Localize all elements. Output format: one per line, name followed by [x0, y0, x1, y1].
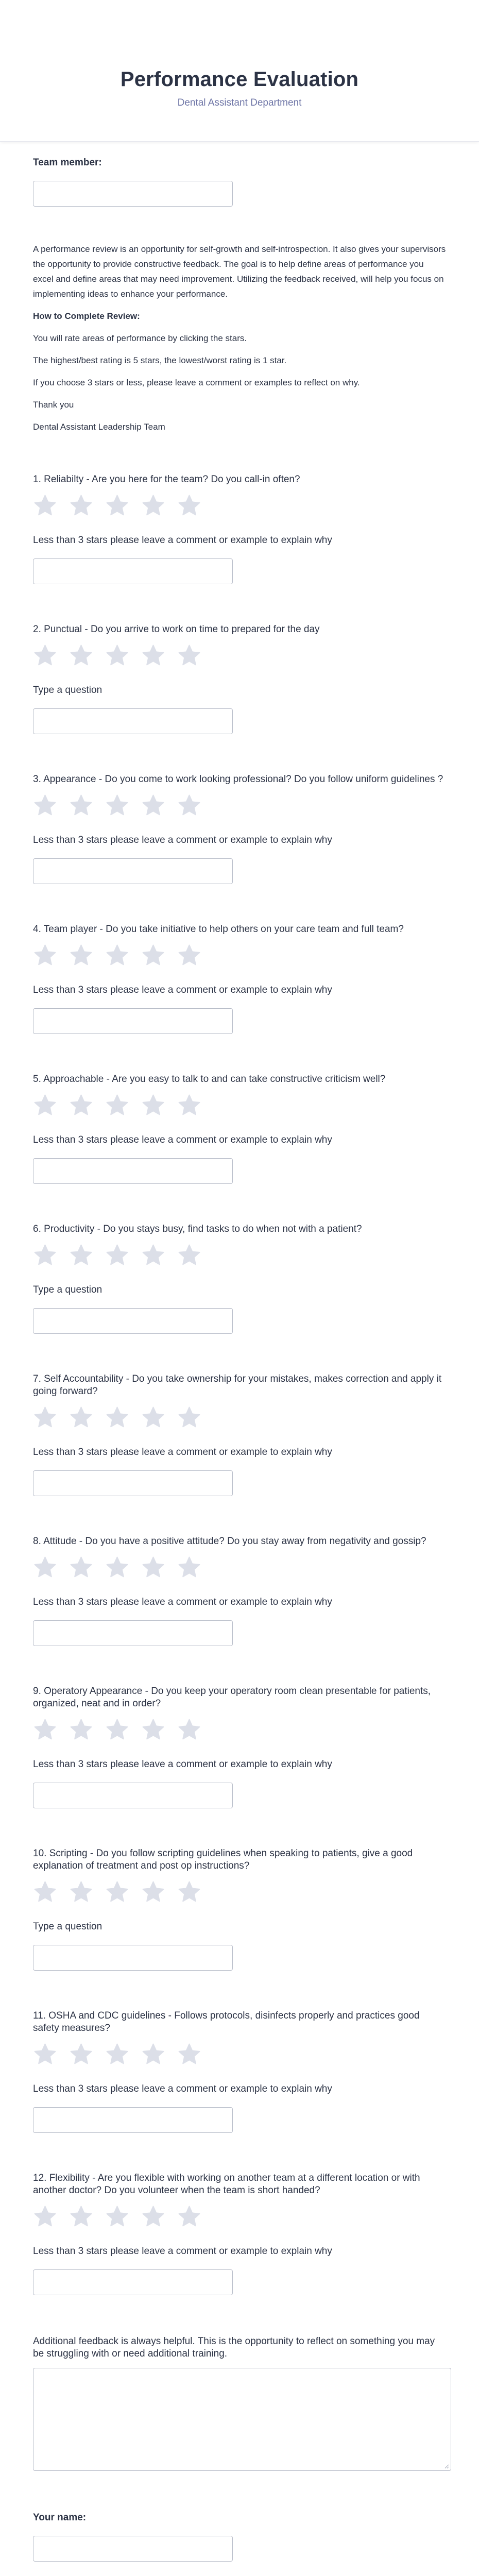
question-title: 10. Scripting - Do you follow scripting guidelines when speaking to patients, give a good explanation of treatment and post op instructions?	[33, 1848, 413, 1871]
question-block	[33, 773, 446, 884]
question-title: 4. Team player - Do you take initiative to help others on your care team and full team?	[33, 924, 404, 935]
star-icon[interactable]	[141, 2205, 165, 2229]
star-icon[interactable]	[69, 1243, 93, 1267]
star-rating	[33, 643, 446, 668]
star-icon[interactable]	[177, 1555, 201, 1580]
feedback-textarea[interactable]	[33, 2368, 451, 2471]
question-comment-label: Less than 3 stars please leave a comment or example to explain why	[33, 1759, 332, 1770]
question-title: 9. Operatory Appearance - Do you keep your operatory room clean presentable for patients, organized, neat and in order?	[33, 1686, 431, 1709]
star-icon[interactable]	[69, 494, 93, 518]
star-icon[interactable]	[33, 943, 57, 968]
question-comment-input[interactable]	[33, 558, 233, 584]
feedback-label: Additional feedback is always helpful. This is the opportunity to reflect on something you may be struggling with or need additional training.	[33, 2336, 435, 2359]
star-icon[interactable]	[105, 1093, 129, 1117]
question-title: 3. Appearance - Do you come to work looking professional? Do you follow uniform guidelines ?	[33, 774, 443, 785]
question-title: 6. Productivity - Do you stays busy, find tasks to do when not with a patient?	[33, 1224, 362, 1234]
star-icon[interactable]	[105, 1243, 129, 1267]
intro-paragraph: A performance review is an opportunity for self-growth and self-introspection. It also gives your supervisors the opportunity to provide constructive feedback. The goal is to help define areas of performance you excel and define areas that may need improvement. Utilizing the feedback received, will help you focus on implementing ideas to enhance your performance.	[33, 244, 446, 299]
star-icon[interactable]	[69, 2042, 93, 2066]
star-icon[interactable]	[33, 1405, 57, 1430]
question-title: 5. Approachable - Are you easy to talk to and can take constructive criticism well?	[33, 1074, 386, 1084]
star-rating	[33, 1243, 446, 1267]
star-icon[interactable]	[177, 2205, 201, 2229]
question-block	[33, 1535, 446, 1646]
star-icon[interactable]	[69, 2205, 93, 2229]
star-icon[interactable]	[141, 643, 165, 668]
team-member-field	[33, 142, 446, 207]
star-rating	[33, 493, 446, 518]
star-icon[interactable]	[141, 1880, 165, 1904]
intro-paragraph: You will rate areas of performance by clicking the stars.	[33, 333, 247, 343]
star-icon[interactable]	[177, 643, 201, 668]
star-icon[interactable]	[33, 1555, 57, 1580]
intro-paragraph: Thank you	[33, 400, 74, 410]
star-icon[interactable]	[141, 793, 165, 818]
star-rating	[33, 793, 446, 818]
star-icon[interactable]	[177, 2042, 201, 2066]
team-member-label: Team member:	[33, 157, 102, 168]
question-comment-label: Less than 3 stars please leave a comment or example to explain why	[33, 835, 332, 845]
star-icon[interactable]	[177, 1093, 201, 1117]
question-comment-input[interactable]	[33, 1308, 233, 1334]
star-icon[interactable]	[33, 643, 57, 668]
star-icon[interactable]	[33, 1718, 57, 1742]
star-icon[interactable]	[69, 1880, 93, 1904]
how-to-title: How to Complete Review:	[33, 311, 140, 321]
star-icon[interactable]	[141, 1405, 165, 1430]
question-block	[33, 2172, 446, 2295]
star-icon[interactable]	[33, 2205, 57, 2229]
question-comment-label: Type a question	[33, 685, 102, 696]
star-icon[interactable]	[177, 793, 201, 818]
star-icon[interactable]	[141, 1243, 165, 1267]
question-title: 7. Self Accountability - Do you take ownership for your mistakes, makes correction and apply it going forward?	[33, 1374, 442, 1397]
star-icon[interactable]	[141, 494, 165, 518]
form-header	[0, 0, 479, 142]
form-body	[0, 142, 479, 2562]
star-icon[interactable]	[141, 2042, 165, 2066]
star-icon[interactable]	[105, 2205, 129, 2229]
star-icon[interactable]	[141, 1555, 165, 1580]
star-icon[interactable]	[69, 643, 93, 668]
question-comment-input[interactable]	[33, 1783, 233, 1808]
star-icon[interactable]	[105, 2042, 129, 2066]
question-comment-input[interactable]	[33, 2269, 233, 2295]
star-icon[interactable]	[33, 494, 57, 518]
question-block	[33, 473, 446, 584]
question-title: 11. OSHA and CDC guidelines - Follows protocols, disinfects properly and practices good safety measures?	[33, 2010, 420, 2033]
resize-grip-icon[interactable]	[444, 2464, 449, 2469]
star-rating	[33, 1717, 446, 1742]
star-icon[interactable]	[177, 1405, 201, 1430]
star-icon[interactable]	[141, 943, 165, 968]
star-icon[interactable]	[105, 943, 129, 968]
star-icon[interactable]	[105, 643, 129, 668]
intro-paragraph: The highest/best rating is 5 stars, the lowest/worst rating is 1 star.	[33, 355, 287, 365]
star-icon[interactable]	[69, 793, 93, 818]
star-icon[interactable]	[69, 1405, 93, 1430]
question-comment-input[interactable]	[33, 1158, 233, 1184]
team-member-input[interactable]	[33, 181, 233, 207]
question-comment-label: Less than 3 stars please leave a comment or example to explain why	[33, 535, 332, 546]
page-title: Performance Evaluation	[120, 68, 359, 91]
question-comment-input[interactable]	[33, 2107, 233, 2133]
question-comment-label: Less than 3 stars please leave a comment or example to explain why	[33, 1447, 332, 1458]
star-icon[interactable]	[105, 494, 129, 518]
page-subtitle: Dental Assistant Department	[177, 97, 302, 108]
star-rating	[33, 1405, 446, 1430]
question-comment-input[interactable]	[33, 1008, 233, 1034]
question-title: 8. Attitude - Do you have a positive attitude? Do you stay away from negativity and gossip?	[33, 1536, 426, 1547]
question-comment-label: Less than 3 stars please leave a comment or example to explain why	[33, 2083, 332, 2094]
question-comment-label: Less than 3 stars please leave a comment or example to explain why	[33, 2246, 332, 2257]
star-icon[interactable]	[141, 1093, 165, 1117]
question-comment-label: Less than 3 stars please leave a comment or example to explain why	[33, 1134, 332, 1145]
star-icon[interactable]	[69, 1718, 93, 1742]
question-comment-label: Less than 3 stars please leave a comment or example to explain why	[33, 985, 332, 995]
question-block	[33, 923, 446, 1034]
question-block	[33, 1223, 446, 1334]
intro-paragraph: If you choose 3 stars or less, please leave a comment or examples to reflect on why.	[33, 378, 360, 387]
question-block	[33, 1685, 446, 1808]
star-icon[interactable]	[177, 494, 201, 518]
feedback-field	[33, 2335, 446, 2471]
star-icon[interactable]	[177, 1880, 201, 1904]
star-icon[interactable]	[69, 943, 93, 968]
star-icon[interactable]	[105, 793, 129, 818]
question-comment-label: Less than 3 stars please leave a comment or example to explain why	[33, 1597, 332, 1607]
star-icon[interactable]	[105, 1880, 129, 1904]
question-comment-label: Type a question	[33, 1284, 102, 1295]
question-block	[33, 2010, 446, 2133]
your-name-field	[33, 2512, 446, 2562]
star-icon[interactable]	[33, 1243, 57, 1267]
star-rating	[33, 1879, 446, 1904]
star-icon[interactable]	[69, 1555, 93, 1580]
star-icon[interactable]	[105, 1405, 129, 1430]
star-icon[interactable]	[105, 1555, 129, 1580]
star-icon[interactable]	[69, 1093, 93, 1117]
star-rating	[33, 2042, 446, 2066]
question-title: 2. Punctual - Do you arrive to work on time to prepared for the day	[33, 624, 320, 635]
question-comment-input[interactable]	[33, 858, 233, 884]
your-name-input[interactable]	[33, 2536, 233, 2562]
star-icon[interactable]	[33, 1880, 57, 1904]
star-icon[interactable]	[177, 1243, 201, 1267]
question-title: 12. Flexibility - Are you flexible with working on another team at a different location or with another doctor? Do you volunteer when the team is short handed?	[33, 2173, 420, 2196]
question-block	[33, 1073, 446, 1184]
question-comment-label: Type a question	[33, 1921, 102, 1932]
question-block	[33, 1373, 446, 1496]
star-icon[interactable]	[177, 1718, 201, 1742]
star-rating	[33, 1093, 446, 1117]
your-name-label: Your name:	[33, 2512, 87, 2523]
question-block	[33, 1848, 446, 1971]
star-rating	[33, 2204, 446, 2229]
star-icon[interactable]	[105, 1718, 129, 1742]
star-icon[interactable]	[33, 1093, 57, 1117]
star-icon[interactable]	[33, 2042, 57, 2066]
star-icon[interactable]	[141, 1718, 165, 1742]
question-comment-input[interactable]	[33, 1470, 233, 1496]
question-comment-input[interactable]	[33, 1945, 233, 1971]
star-rating	[33, 943, 446, 968]
star-icon[interactable]	[33, 793, 57, 818]
question-block	[33, 623, 446, 734]
star-rating	[33, 1555, 446, 1580]
intro-signoff: Dental Assistant Leadership Team	[33, 422, 165, 432]
question-comment-input[interactable]	[33, 708, 233, 734]
star-icon[interactable]	[177, 943, 201, 968]
question-title: 1. Reliabilty - Are you here for the team? Do you call-in often?	[33, 474, 300, 485]
questions-list	[33, 473, 446, 2295]
intro-text	[33, 242, 446, 434]
question-comment-input[interactable]	[33, 1620, 233, 1646]
